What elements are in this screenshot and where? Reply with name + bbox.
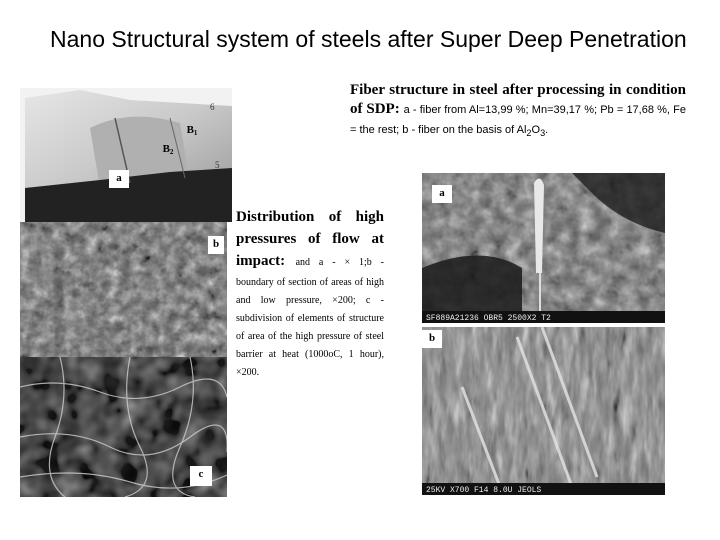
label-right-a: a: [432, 185, 452, 203]
label-b1: $B_1$: [186, 124, 198, 137]
fiber-caption-text: a - fiber from Al=13,99 %; Mn=39,17 %; Pb = 17,68 %, Fe = the rest; b - fiber on the basis of $Al_2O_3$.: [350, 104, 686, 139]
pressure-distribution-caption: [236, 206, 384, 380]
photo-sample-a: [20, 88, 232, 222]
fiber-structure-caption: [350, 81, 686, 143]
label-left-c: c: [190, 466, 212, 486]
label-b2: $B_2$: [162, 143, 174, 156]
sample-mark: 6: [210, 102, 215, 112]
sample-mark-2: 5: [215, 160, 220, 170]
pressure-caption-heading: Distribution of high pressures of flow at impact:: [236, 209, 384, 269]
label-left-b: b: [208, 236, 224, 254]
label-left-a: a: [109, 170, 129, 188]
photo-fiber-a: [422, 173, 665, 323]
pressure-caption-text: and a - × 1;b - boundary of section of areas of high and low pressure, ×200; c - subdivision of elements of structure of area of the high pressure of steel barrier at heat (1000oC, 1 hour), ×200.: [236, 257, 384, 378]
fiber-b-scale-text: 25KV X700 F14 8.0U JEOLS: [426, 486, 542, 495]
photo-boundary-b: [20, 222, 227, 357]
fiber-a-scale-text: SF889A21236 OBR5 2500X2 T2: [426, 314, 551, 323]
fiber-caption-heading: Fiber structure in steel after processing in condition of SDP:: [350, 82, 686, 117]
photo-fiber-b: [422, 327, 665, 495]
label-right-b: b: [422, 330, 442, 348]
page-title: Nano Structural system of steels after Super Deep Penetration: [50, 26, 687, 52]
